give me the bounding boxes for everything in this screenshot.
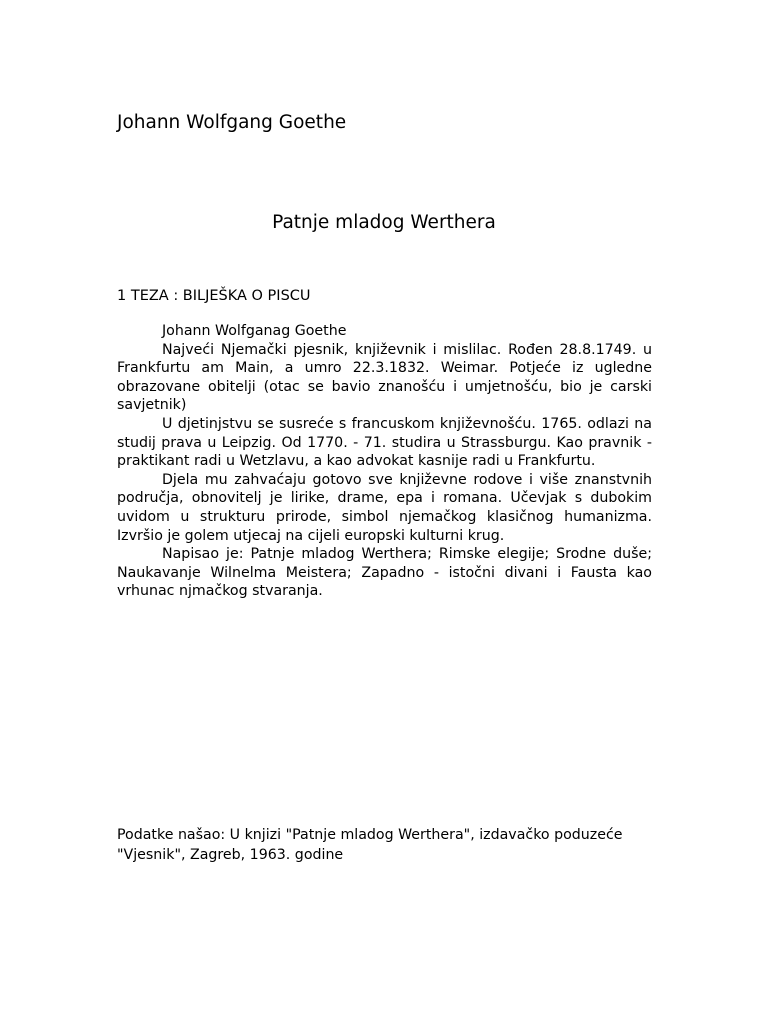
body-text	[117, 322, 652, 601]
paragraph-childhood: U djetinjstvu se susreće s francuskom književnošću. 1765. odlazi na studij prava u Leipzig. Od 1770. - 71. studira u Strassburgu. Kao pravnik - praktikant radi u Wetzlavu, a kao advokat kasnije radi u Frankfurtu.	[117, 415, 652, 470]
section-heading: 1 TEZA : BILJEŠKA O PISCU	[117, 288, 311, 304]
paragraph-author-name: Johann Wolfganag Goethe	[162, 323, 347, 339]
paragraph-works-scope: Djela mu zahvaćaju gotovo sve književne rodove i više znanstvnih područja, obnovitelj je lirike, drame, epa i romana. Učevjak s dubokim uvidom u strukturu prirode, simbol njemačkog klasičnog humanizma. Izvršio je golem utjecaj na cijeli europski kulturni krug.	[117, 471, 652, 544]
book-title: Patnje mladog Werthera	[272, 212, 496, 233]
paragraph-biography: Najveći Njemački pjesnik, književnik i mislilac. Rođen 28.8.1749. u Frankfurtu am Main, a umro 22.3.1832. Weimar. Potjeće iz ugledne obrazovane obitelji (otac se bavio znanošću i umjetnošću, bio je carski savjetnik)	[117, 341, 652, 414]
source-note: Podatke našao: U knjizi "Patnje mladog Werthera", izdavačko poduzeće "Vjesnik", Zagreb, 1963. godine	[117, 827, 623, 863]
author-heading: Johann Wolfgang Goethe	[117, 112, 347, 133]
paragraph-works-list: Napisao je: Patnje mladog Werthera; Rimske elegije; Srodne duše; Naukavanje Wilnelma Meistera; Zapadno - istočni divani i Fausta kao vrhunac njmačkog stvaranja.	[117, 546, 652, 600]
